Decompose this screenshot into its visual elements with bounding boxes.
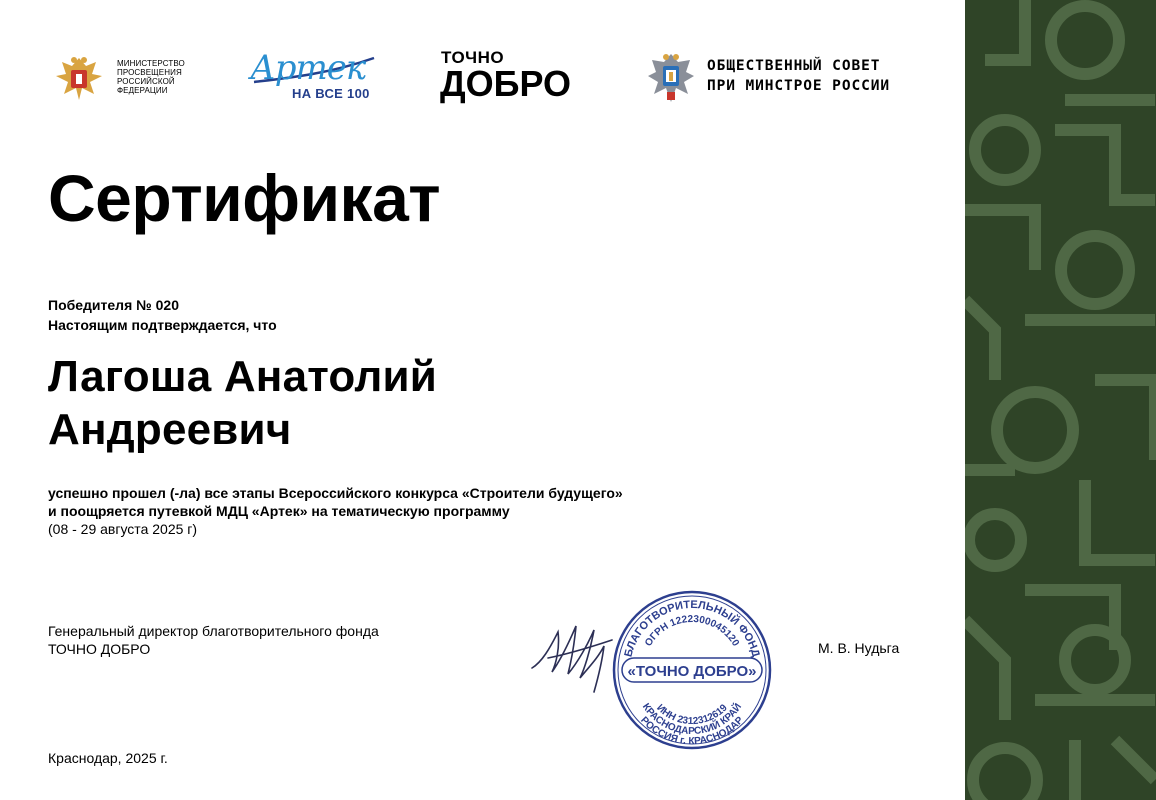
- award-line: и поощряется путевкой МДЦ «Артек» на тематическую программу: [48, 503, 510, 519]
- stamp-ring-text: ИНН 2312312619: [654, 702, 730, 728]
- ministry-line: ПРОСВЕЩЕНИЯ: [117, 68, 182, 77]
- council-text: [707, 56, 890, 96]
- stamp-ring-text: ОГРН 1222300045120: [643, 613, 741, 649]
- minstroy-emblem-icon: [644, 50, 698, 106]
- stamp-ring-text: БЛАГОТВОРИТЕЛЬНЫЙ ФОНД: [622, 598, 762, 659]
- council-line: ПРИ МИНСТРОЕ РОССИИ: [707, 78, 890, 94]
- stamp-center-text: «ТОЧНО ДОБРО»: [627, 663, 757, 680]
- ministry-line: РОССИЙСКОЙ: [117, 77, 175, 86]
- winner-number: Победителя № 020: [48, 297, 179, 313]
- tochno-dobro-logo: [440, 46, 590, 106]
- signer-position: [48, 622, 379, 658]
- ministry-line: ФЕДЕРАЦИИ: [117, 86, 168, 95]
- ministry-text: [117, 59, 185, 95]
- geometric-pattern: [965, 0, 1156, 800]
- award-description: [48, 484, 623, 538]
- recipient-name-line: Лагоша Анатолий: [48, 352, 438, 401]
- public-council-logo: [644, 50, 924, 106]
- award-line: успешно прошел (-ла) все этапы Всероссийского конкурса «Строители будущего»: [48, 485, 623, 501]
- organization-stamp: [610, 588, 774, 752]
- stamp-ring-text: РОССИЯ г. КРАСНОДАР: [638, 714, 746, 748]
- ministry-emblem-icon: [48, 52, 110, 104]
- artek-wordmark: Артек: [250, 48, 366, 88]
- stamp-ring-text: КРАСНОДАРСКИЙ КРАЙ: [639, 701, 745, 738]
- ministry-line: МИНИСТЕРСТВО: [117, 59, 185, 68]
- dobro-word: ДОБРО: [440, 63, 572, 104]
- decorative-side-panel: [965, 0, 1156, 800]
- certificate-title: Сертификат: [48, 161, 441, 235]
- tochno-word: ТОЧНО: [441, 48, 505, 67]
- signer-name: М. В. Нудьга: [818, 640, 900, 656]
- confirm-line: Настоящим подтверждается, что: [48, 317, 277, 333]
- recipient-name: [48, 350, 437, 456]
- ministry-logo: [48, 52, 198, 104]
- program-dates: (08 - 29 августа 2025 г): [48, 521, 198, 537]
- signer-organization: ТОЧНО ДОБРО: [48, 641, 151, 657]
- council-line: ОБЩЕСТВЕННЫЙ СОВЕТ: [707, 58, 881, 74]
- recipient-name-line: Андреевич: [48, 405, 292, 454]
- artek-subtitle: НА ВСЕ 100: [292, 86, 370, 101]
- signer-position-line: Генеральный директор благотворительного фонда: [48, 623, 379, 639]
- lead-text: [48, 295, 277, 335]
- place-and-date: Краснодар, 2025 г.: [48, 750, 168, 766]
- artek-logo: [248, 48, 380, 106]
